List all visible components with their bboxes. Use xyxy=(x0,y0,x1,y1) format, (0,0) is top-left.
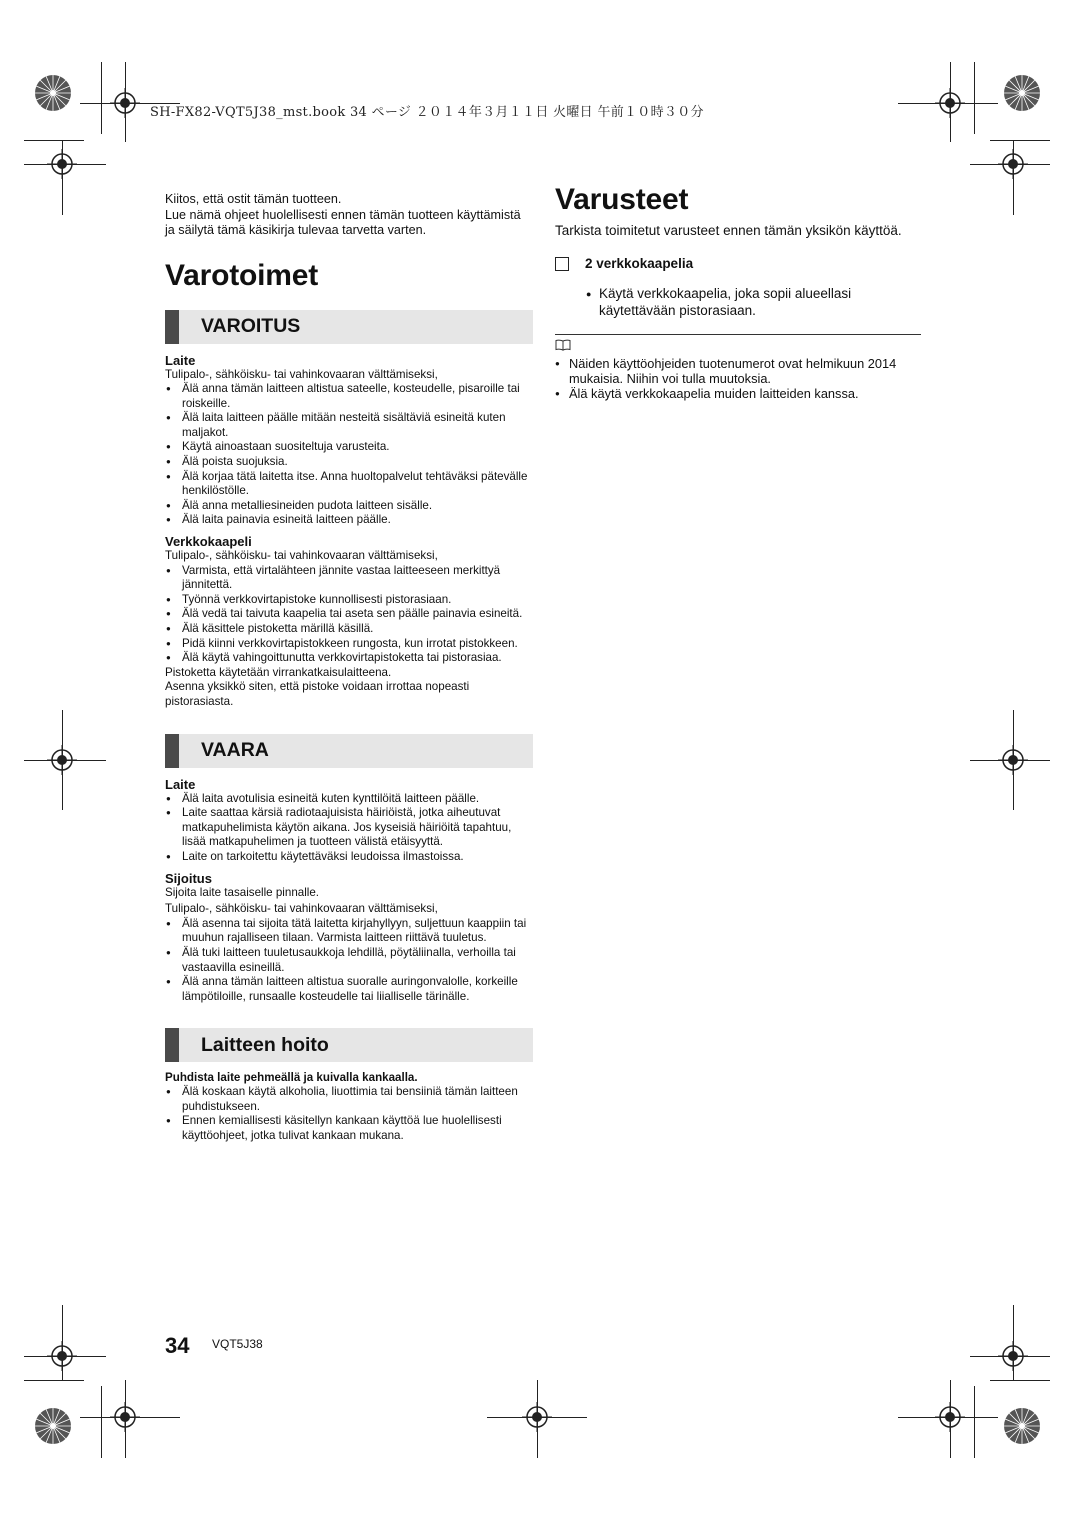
divider xyxy=(555,334,921,335)
subsection-title: Sijoitus xyxy=(165,870,212,886)
accessory-label: 2 verkkokaapelia xyxy=(585,256,694,271)
crop-line xyxy=(950,1380,951,1458)
list-item: ● Älä käsittele pistoketta märillä käsillä. xyxy=(165,622,533,637)
left-column xyxy=(165,192,533,1144)
crop-line xyxy=(974,62,975,134)
crop-line xyxy=(990,140,1050,141)
list-item: ● Näiden käyttöohjeiden tuotenumerot ovat helmikuun 2014 mukaisia. Niihin voi tulla muutoksia. xyxy=(555,356,921,386)
list-item: ● Työnnä verkkovirtapistoke kunnollisesti pistorasiaan. xyxy=(165,593,533,608)
crop-line xyxy=(24,164,106,165)
crop-line xyxy=(974,1386,975,1458)
page-number: 34 xyxy=(165,1333,190,1358)
paragraph: Tulipalo-, sähköisku- tai vahinkovaaran välttämiseksi, xyxy=(165,549,438,563)
accessories-intro: Tarkista toimitetut varusteet ennen tämän yksikön käyttöä. xyxy=(555,223,902,238)
paragraph: Tulipalo-, sähköisku- tai vahinkovaaran välttämiseksi, xyxy=(165,367,438,381)
registration-rosette-icon xyxy=(34,1407,72,1445)
list-item: ● Älä laita laitteen päälle mitään nesteitä sisältäviä esineitä kuten maljakot. xyxy=(165,411,533,440)
list-item: ● Älä laita painavia esineitä laitteen päälle. xyxy=(165,513,533,528)
bullet-list xyxy=(165,792,533,865)
crop-line xyxy=(62,140,63,215)
crop-line xyxy=(80,1417,180,1418)
list-item: ● Älä korjaa tätä laitetta itse. Anna huoltopalvelut tehtäväksi pätevälle henkilöstölle. xyxy=(165,470,533,499)
registration-rosette-icon xyxy=(34,74,72,112)
section-heading xyxy=(165,1028,533,1062)
list-item: ● Älä anna metalliesineiden pudota laitteen sisälle. xyxy=(165,499,533,514)
accessories-title: Varusteet xyxy=(555,183,689,216)
paragraph: Sijoita laite tasaiselle pinnalle. xyxy=(165,885,320,899)
list-item: ● Varmista, että virtalähteen jännite vastaa laitteeseen merkittyä jännitettä. xyxy=(165,564,533,593)
registration-rosette-icon xyxy=(1003,74,1041,112)
intro-line: Kiitos, että ostit tämän tuotteen. xyxy=(165,192,342,206)
registration-rosette-icon xyxy=(1003,1407,1041,1445)
crop-line xyxy=(970,1356,1050,1357)
checkbox-icon xyxy=(555,257,569,271)
crop-line xyxy=(24,760,106,761)
crop-line xyxy=(62,1305,63,1380)
accessory-item xyxy=(555,256,921,271)
subsection-title: Laite xyxy=(165,352,196,368)
list-item: ● Älä asenna tai sijoita tätä laitetta kirjahyllyyn, suljettuun kaappiin tai muuhun rajalliseen tilaan. Varmista laitteen riittävä tuuletus. xyxy=(165,917,533,946)
section-heading-label: VAROITUS xyxy=(201,315,301,337)
list-item: ● Älä käytä verkkokaapelia muiden laitteiden kanssa. xyxy=(555,386,921,401)
bullet-list xyxy=(585,285,921,319)
crop-line xyxy=(1013,1305,1014,1380)
list-item: ● Älä koskaan käytä alkoholia, liuottimia tai bensiiniä tämän laitteen puhdistukseen. xyxy=(165,1085,533,1114)
crop-line xyxy=(24,1356,106,1357)
list-item: ● Laite saattaa kärsiä radiotaajuisista häiriöistä, jotka aiheutuvat matkapuhelimista käytön aikana. Jos kyseisiä häiriöitä tapahtuu, lisää matkapuhelimen ja tuotteen välistä etäisyyttä. xyxy=(165,806,533,850)
bullet-list xyxy=(165,1085,533,1143)
list-item: ● Käytä ainoastaan suositeltuja varusteita. xyxy=(165,440,533,455)
subsection-title: Laite xyxy=(165,776,196,792)
intro-line: Lue nämä ohjeet huolellisesti ennen tämän tuotteen käyttämistä ja säilytä tämä käsikirja tulevaa tarvetta varten. xyxy=(165,207,521,237)
crop-line xyxy=(24,1380,84,1381)
crop-line xyxy=(970,164,1050,165)
list-item: ● Älä vedä tai taivuta kaapelia tai aseta sen päälle painavia esineitä. xyxy=(165,607,533,622)
crop-line xyxy=(101,1386,102,1458)
list-item: ● Älä poista suojuksia. xyxy=(165,455,533,470)
list-item: ● Älä anna tämän laitteen altistua suoralle auringonvalolle, korkeille lämpötiloille, runsaalle kosteudelle tai liialliselle tärinälle. xyxy=(165,975,533,1004)
paragraph: Asenna yksikkö siten, että pistoke voidaan irrottaa nopeasti pistorasiasta. xyxy=(165,680,470,708)
section-heading-label: VAARA xyxy=(201,739,269,762)
crop-line xyxy=(125,1380,126,1458)
book-icon xyxy=(555,339,571,351)
list-item: ● Käytä verkkokaapelia, joka sopii alueellasi käytettävään pistorasiaan. xyxy=(585,285,921,319)
list-item: ● Älä anna tämän laitteen altistua sateelle, kosteudelle, pisaroille tai roiskeille. xyxy=(165,382,533,411)
bullet-list xyxy=(165,564,533,666)
crop-line xyxy=(950,62,951,142)
subsection-title: Verkkokaapeli xyxy=(165,534,252,550)
section-heading xyxy=(165,310,533,344)
page-title: Varotoimet xyxy=(165,258,319,292)
list-item: ● Älä laita avotulisia esineitä kuten kynttilöitä laitteen päälle. xyxy=(165,792,533,807)
notes-list xyxy=(555,356,921,401)
bullet-list xyxy=(165,917,533,1005)
section-stripe xyxy=(165,734,179,768)
section-stripe xyxy=(165,310,179,344)
crop-line xyxy=(24,140,84,141)
crop-line xyxy=(970,760,1050,761)
right-column xyxy=(555,182,921,401)
section-heading xyxy=(165,734,533,768)
crop-line xyxy=(537,1380,538,1458)
list-item: ● Älä käytä vahingoittunutta verkkovirtapistoketta tai pistorasiaa. xyxy=(165,651,533,666)
list-item: ● Älä tuki laitteen tuuletusaukkoja lehdillä, pöytäliinalla, verhoilla tai vastaavilla esineillä. xyxy=(165,946,533,975)
subsection-title: Puhdista laite pehmeällä ja kuivalla kankaalla. xyxy=(165,1071,418,1085)
intro-text xyxy=(165,192,533,239)
crop-line xyxy=(1013,140,1014,215)
crop-line xyxy=(101,62,102,134)
document-code: VQT5J38 xyxy=(212,1337,263,1351)
crop-line xyxy=(62,710,63,810)
list-item: ● Ennen kemiallisesti käsitellyn kankaan käyttöä lue huolellisesti käyttöohjeet, jotka tulivat kankaan mukana. xyxy=(165,1114,533,1143)
paragraph: Tulipalo-, sähköisku- tai vahinkovaaran välttämiseksi, xyxy=(165,902,438,916)
list-item: ● Laite on tarkoitettu käytettäväksi leudoissa ilmastoissa. xyxy=(165,850,533,865)
crop-line xyxy=(898,103,998,104)
print-slug-line: SH-FX82-VQT5J38_mst.book 34 ページ ２０１４年３月１１日 火曜日 午前１０時３０分 xyxy=(150,105,704,120)
list-item: ● Pidä kiinni verkkovirtapistokkeen rungosta, kun irrotat pistokkeen. xyxy=(165,637,533,652)
section-stripe xyxy=(165,1028,179,1062)
bullet-list xyxy=(165,382,533,528)
crop-line xyxy=(1013,710,1014,810)
crop-line xyxy=(898,1417,998,1418)
crop-line xyxy=(125,62,126,142)
crop-line xyxy=(990,1380,1050,1381)
paragraph: Pistoketta käytetään virrankatkaisulaitteena. xyxy=(165,665,392,679)
section-heading-label: Laitteen hoito xyxy=(201,1033,329,1056)
